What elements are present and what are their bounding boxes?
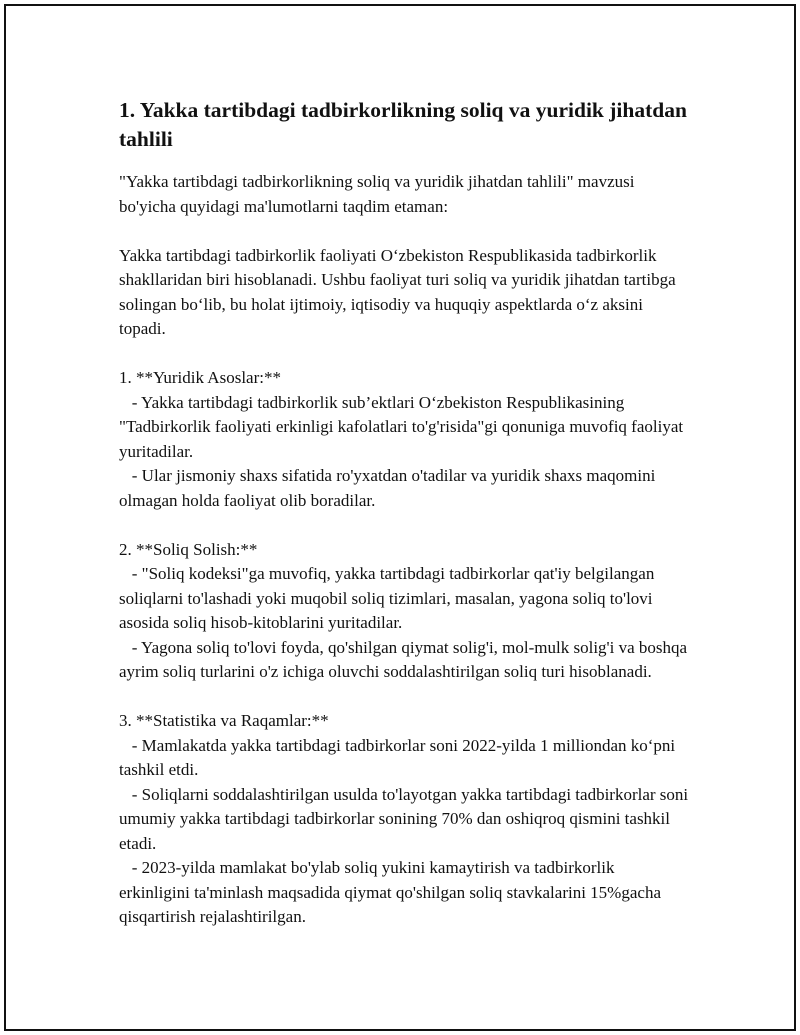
section-title: 1. **Yuridik Asoslar:** [119,368,281,387]
list-item: - Yakka tartibdagi tadbirkorlik sub’ektlari O‘zbekiston Respublikasining "Tadbirkorlik faoliyati erkinligi kafolatlari to'g'risida"gi qonuniga muvofiq faoliyat yuritadilar. [119,392,688,461]
section-taxation [119,538,692,685]
list-item: - Soliqlarni soddalashtirilgan usulda to'layotgan yakka tartibdagi tadbirkorlar soni umumiy yakka tartibdagi tadbirkorlar sonining 70% dan oshiqroq qismini tashkil etadi. [119,784,693,853]
list-item: - "Soliq kodeksi"ga muvofiq, yakka tartibdagi tadbirkorlar qat'iy belgilangan soliqlarni to'lashadi yoki muqobil soliq tizimlari, masalan, yagona soliq to'lovi asosida soliq hisob-kitoblarini yuritadilar. [119,564,659,632]
intro-paragraph: "Yakka tartibdagi tadbirkorlikning soliq va yuridik jihatdan tahlili" mavzusi bo'yicha quyidagi ma'lumotlarni taqdim etaman: [119,172,639,216]
section-legal-basis [119,366,689,513]
document-body [119,96,693,954]
list-item: - Mamlakatda yakka tartibdagi tadbirkorlar soni 2022-yilda 1 milliondan ko‘pni tashkil etdi. [119,735,680,779]
list-item: - Yagona soliq to'lovi foyda, qo'shilgan qiymat solig'i, mol-mulk solig'i va boshqa ayrim soliq turlarini o'z ichiga oluvchi soddalashtirilgan soliq turi hisoblanadi. [119,637,692,681]
section-title: 3. **Statistika va Raqamlar:** [119,711,329,730]
document-page [4,4,796,1031]
section-statistics [119,709,693,930]
list-item: - Ular jismoniy shaxs sifatida ro'yxatdan o'tadilar va yuridik shaxs maqomini olmagan holda faoliyat olib boradilar. [119,466,660,510]
section-title: 2. **Soliq Solish:** [119,539,258,559]
overview-paragraph: Yakka tartibdagi tadbirkorlik faoliyati O‘zbekiston Respublikasida tadbirkorlik shakllaridan biri hisoblanadi. Ushbu faoliyat turi soliq va yuridik jihatdan tartibga solingan bo‘lib, bu holat ijtimoiy, iqtisodiy va huquqiy aspektlarda o‘z aksini topadi. [119,245,680,338]
list-item: - 2023-yilda mamlakat bo'ylab soliq yukini kamaytirish va tadbirkorlik erkinligini ta'minlash maqsadida qiymat qo'shilgan soliq stavkalarini 15%gacha qisqartirish rejalashtirilgan. [119,858,666,926]
document-heading: 1. Yakka tartibdagi tadbirkorlikning soliq va yuridik jihatdan tahlili [119,98,687,151]
